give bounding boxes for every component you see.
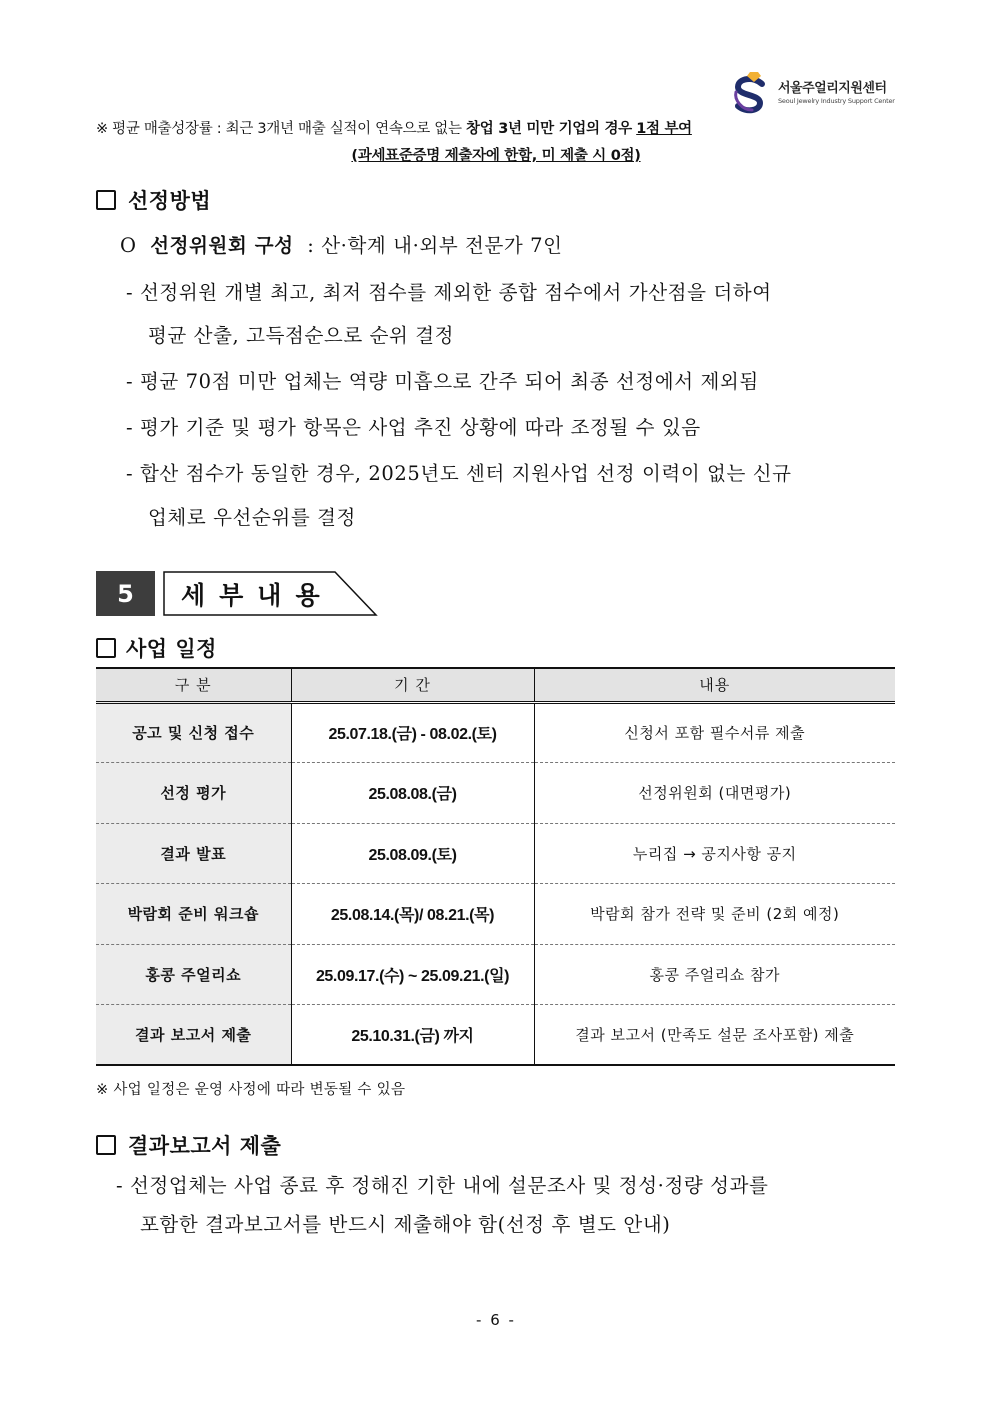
committee-bullet [120, 230, 563, 258]
selection-item-2: - 평균 70점 미만 업체는 역량 미흡으로 간주 되어 최종 선정에서 제외됨 [126, 370, 759, 393]
note-bold-text: 창업 3년 미만 기업의 경우 [466, 121, 632, 137]
committee-label: 선정위원회 구성 [150, 234, 294, 257]
note-line2: (과세표준증명 제출자에 한함, 미 제출 시 0점) [351, 148, 641, 164]
cell-category: 공고 및 신청 접수 [96, 702, 291, 763]
bullet-circle-icon: O [120, 234, 137, 257]
table-row [96, 1005, 895, 1066]
section-number: 5 [96, 571, 155, 616]
logo-mark-icon [728, 70, 772, 116]
report-line1: - 선정업체는 사업 종료 후 정해진 기한 내에 설문조사 및 정성·정량 성과를 [116, 1174, 769, 1197]
selection-item-4-line1: - 합산 점수가 동일한 경우, 2025년도 센터 지원사업 선정 이력이 없는 신규 [126, 462, 792, 485]
cell-content: 누리집 → 공지사항 공지 [534, 823, 895, 884]
note-bold-underlined: 1점 부여 [636, 121, 692, 137]
table-row [96, 763, 895, 824]
table-row [96, 944, 895, 1005]
schedule-heading [96, 633, 217, 663]
cell-period: 25.09.17.(수) ~ 25.09.21.(일) [291, 944, 534, 1005]
section-title: 세부내용 [181, 580, 334, 610]
column-header-category: 구 분 [96, 668, 291, 702]
schedule-heading-text: 사업 일정 [126, 636, 217, 661]
selection-item-4-line2: 업체로 우선순위를 결정 [148, 506, 356, 529]
table-header-row [96, 668, 895, 702]
cell-content: 홍콩 주얼리쇼 참가 [534, 944, 895, 1005]
schedule-note: ※ 사업 일정은 운영 사정에 따라 변동될 수 있음 [96, 1082, 406, 1098]
report-heading-text: 결과보고서 제출 [128, 1133, 282, 1158]
cell-content: 결과 보고서 (만족도 설문 조사포함) 제출 [534, 1005, 895, 1066]
selection-heading [96, 185, 211, 215]
selection-item-3: - 평가 기준 및 평가 항목은 사업 추진 상황에 따라 조정될 수 있음 [126, 416, 701, 439]
cell-category: 홍콩 주얼리쇼 [96, 944, 291, 1005]
cell-period: 25.08.08.(금) [291, 763, 534, 824]
cell-period: 25.10.31.(금) 까지 [291, 1005, 534, 1066]
column-header-content: 내용 [534, 668, 895, 702]
cell-period: 25.08.09.(토) [291, 823, 534, 884]
logo-name-ko: 서울주얼리지원센터 [778, 80, 887, 96]
logo-name-en: Seoul Jewelry Industry Support Center [778, 96, 895, 105]
selection-heading-text: 선정방법 [128, 188, 212, 213]
selection-item-1-line2: 평균 산출, 고득점순으로 순위 결정 [148, 324, 455, 347]
scoring-note [96, 116, 896, 170]
note-mark: ※ [96, 121, 108, 137]
checkbox-square-icon [96, 1135, 116, 1155]
cell-category: 결과 보고서 제출 [96, 1005, 291, 1066]
cell-period: 25.07.18.(금) - 08.02.(토) [291, 702, 534, 763]
table-row [96, 702, 895, 763]
report-line2: 포함한 결과보고서를 반드시 제출해야 함(선정 후 별도 안내) [140, 1213, 671, 1236]
checkbox-square-icon [96, 638, 116, 658]
cell-category: 결과 발표 [96, 823, 291, 884]
note-text: 평균 매출성장률 : 최근 3개년 매출 실적이 연속으로 없는 [112, 121, 462, 137]
cell-content: 선정위원회 (대면평가) [534, 763, 895, 824]
page-number: - 6 - [476, 1311, 516, 1329]
schedule-table [96, 667, 895, 1066]
cell-category: 박람회 준비 워크숍 [96, 884, 291, 945]
cell-content: 신청서 포함 필수서류 제출 [534, 702, 895, 763]
table-row [96, 823, 895, 884]
report-heading [96, 1130, 281, 1160]
checkbox-square-icon [96, 190, 116, 210]
column-header-period: 기 간 [291, 668, 534, 702]
cell-content: 박람회 참가 전략 및 준비 (2회 예정) [534, 884, 895, 945]
cell-period: 25.08.14.(목)/ 08.21.(목) [291, 884, 534, 945]
org-logo [728, 70, 903, 116]
table-row [96, 884, 895, 945]
committee-text: : 산·학계 내·외부 전문가 7인 [307, 234, 563, 257]
selection-item-1-line1: - 선정위원 개별 최고, 최저 점수를 제외한 종합 점수에서 가산점을 더하여 [126, 281, 772, 304]
section-title-box [163, 571, 378, 616]
cell-category: 선정 평가 [96, 763, 291, 824]
